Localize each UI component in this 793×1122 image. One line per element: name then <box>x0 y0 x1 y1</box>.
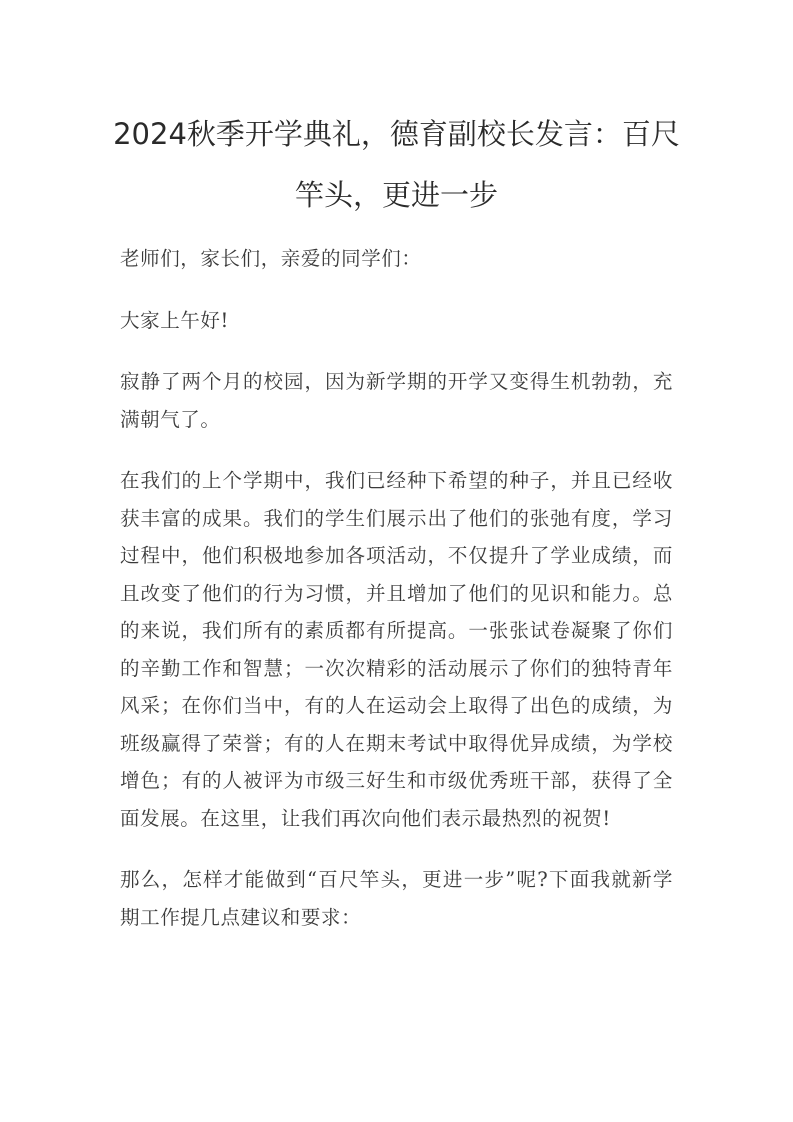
paragraph-transition: 那么，怎样才能做到“百尺竿头，更进一步”呢?下面我就新学期工作提几点建议和要求： <box>120 868 673 929</box>
paragraph-intro: 寂静了两个月的校园，因为新学期的开学又变得生机勃勃，充满朝气了。 <box>120 370 673 431</box>
document-body <box>120 240 673 960</box>
paragraph-review: 在我们的上个学期中，我们已经种下希望的种子，并且已经收获丰富的成果。我们的学生们展示出了他们的张弛有度，学习过程中，他们积极地参加各项活动，不仅提升了学业成绩，而且改变了他们的行为习惯，并且增加了他们的见识和能力。总的来说，我们所有的素质都有所提高。一张张试卷凝聚了你们的辛勤工作和智慧；一次次精彩的活动展示了你们的独特青年风采；在你们当中，有的人在运动会上取得了出色的成绩，为班级赢得了荣誉；有的人在期末考试中取得优异成绩，为学校增色；有的人被评为市级三好生和市级优秀班干部，获得了全面发展。在这里，让我们再次向他们表示最热烈的祝贺! <box>120 469 673 830</box>
document-title: 2024秋季开学典礼，德育副校长发言：百尺竿头，更进一步 <box>113 117 680 212</box>
paragraph-salutation: 大家上午好! <box>120 308 229 332</box>
paragraph-greeting: 老师们，家长们，亲爱的同学们： <box>120 247 422 270</box>
